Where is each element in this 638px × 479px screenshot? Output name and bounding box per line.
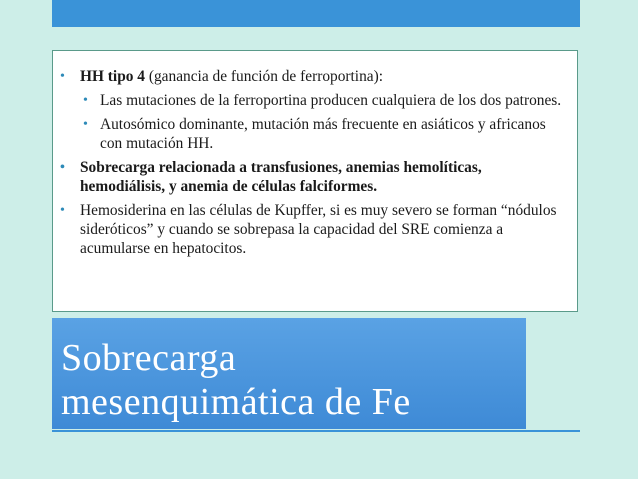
bullet-list — [53, 67, 567, 263]
list-item — [53, 201, 567, 258]
bullet-icon: • — [83, 117, 88, 132]
slide-title-box — [52, 318, 526, 429]
slide-title — [61, 336, 411, 424]
item-bold-label: HH tipo 4 — [80, 68, 145, 85]
bottom-accent-line — [52, 430, 580, 432]
list-item — [53, 158, 567, 196]
list-item — [53, 91, 567, 110]
bullet-icon: • — [60, 69, 65, 84]
bullet-icon: • — [60, 160, 65, 175]
item-text: (ganancia de función de ferroportina): — [145, 68, 384, 85]
item-text: Hemosiderina en las células de Kupffer, si es muy severo se forman “nódulos sideróticos” y cuando se sobrepasa la capacidad del SRE comienza a acumularse en hepatocitos. — [80, 202, 557, 257]
item-text: Sobrecarga relacionada a transfusiones, anemias hemolíticas, hemodiálisis, y anemia de células falciformes. — [80, 159, 482, 195]
content-box — [52, 50, 578, 312]
top-accent-bar — [52, 0, 580, 27]
list-item — [53, 67, 567, 86]
bullet-icon: • — [60, 203, 65, 218]
slide-title-line-1: Sobrecarga — [61, 337, 237, 379]
item-text: Autosómico dominante, mutación más frecuente en asiáticos y africanos con mutación HH. — [100, 116, 546, 152]
list-item — [53, 115, 567, 153]
bullet-icon: • — [83, 93, 88, 108]
slide-title-line-2: mesenquimática de Fe — [61, 381, 411, 423]
item-text: Las mutaciones de la ferroportina producen cualquiera de los dos patrones. — [100, 92, 562, 109]
